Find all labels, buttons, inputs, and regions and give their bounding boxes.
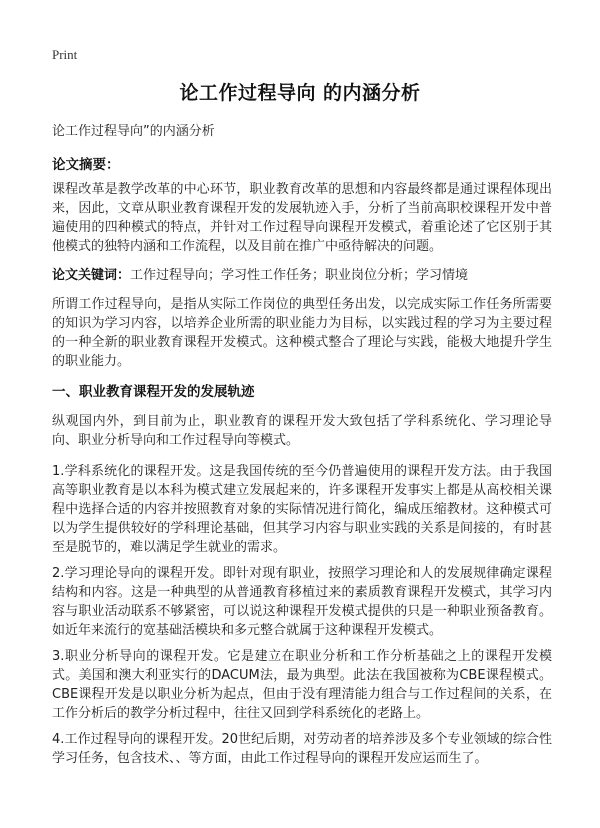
abstract-label: 论文摘要： <box>52 157 120 173</box>
keywords-line <box>52 264 468 283</box>
section-heading: 一、职业教育课程开发的发展轨迹 <box>52 384 255 400</box>
intro-paragraph: 所谓工作过程导向，是指从实际工作岗位的典型任务出发，以完成实际工作任务所需要的知识为学习内容，以培养企业所需的职业能力为目标，以实践过程的学习为主要过程的一种全新的职业教育课程开发模式。这种模式整合了理论与实践，能极大地提升学生的职业能力。 <box>52 297 552 369</box>
item-paragraph-1: 1.学科系统化的课程开发。这是我国传统的至今仍普遍使用的课程开发方法。由于我国高等职业教育是以本科为模式建立发展起来的，许多课程开发事实上都是从高校相关课程中选择合适的内容并按照教育对象的实际情况进行简化，编成压缩教材。这种模式可以为学生提供较好的学科理论基础，但其学习内容与职业实践的关系是间接的，有时甚至是脱节的，难以满足学生就业的需求。 <box>52 464 552 555</box>
item-paragraph-2: 2.学习理论导向的课程开发。即针对现有职业，按照学习理论和人的发展规律确定课程结构和内容。这是一种典型的从普通教育移植过来的素质教育课程开发模式，其学习内容与职业活动联系不够紧密，可以说这种课程开发模式提供的只是一种职业预备教育。如近年来流行的宽基础活模块和多元整合就属于这种课程开发模式。 <box>52 566 552 638</box>
item-paragraph-3: 3.职业分析导向的课程开发。它是建立在职业分析和工作分析基础之上的课程开发模式。美国和澳大利亚实行的DACUM法，最为典型。此法在我国被称为CBE课程模式。CBE课程开发是以职业分析为起点，但由于没有理清能力组合与工作过程间的关系，在工作分析后的教学分析过程中，往往又回到学科系统化的老路上。 <box>52 649 552 721</box>
overview-paragraph: 纵观国内外，到目前为止，职业教育的课程开发大致包括了学科系统化、学习理论导向、职业分析导向和工作过程导向等模式。 <box>52 414 552 448</box>
print-link[interactable]: Print <box>52 47 78 62</box>
abstract-paragraph: 课程改革是教学改革的中心环节，职业教育改革的思想和内容最终都是通过课程体现出来，因此，文章从职业教育课程开发的发展轨迹入手，分析了当前高职校课程开发中普遍使用的四种模式的特点，并针对工作过程导向课程开发模式，着重论述了它区别于其他模式的独特内涵和工作流程，以及目前在推广中亟待解决的问题。 <box>52 182 552 254</box>
page-title: 论工作过程导向 的内涵分析 <box>179 82 421 104</box>
item-paragraph-4: 4.工作过程导向的课程开发。20世纪后期，对劳动者的培养涉及多个专业领域的综合性学习任务，包含技术、、等方面，由此工作过程导向的课程开发应运而生了。 <box>52 732 552 766</box>
document-subtitle: 论工作过程导向”的内涵分析 <box>52 124 215 139</box>
keywords-text: 工作过程导向；学习性工作任务；职业岗位分析；学习情境 <box>130 268 469 283</box>
keywords-label: 论文关键词： <box>52 268 131 283</box>
